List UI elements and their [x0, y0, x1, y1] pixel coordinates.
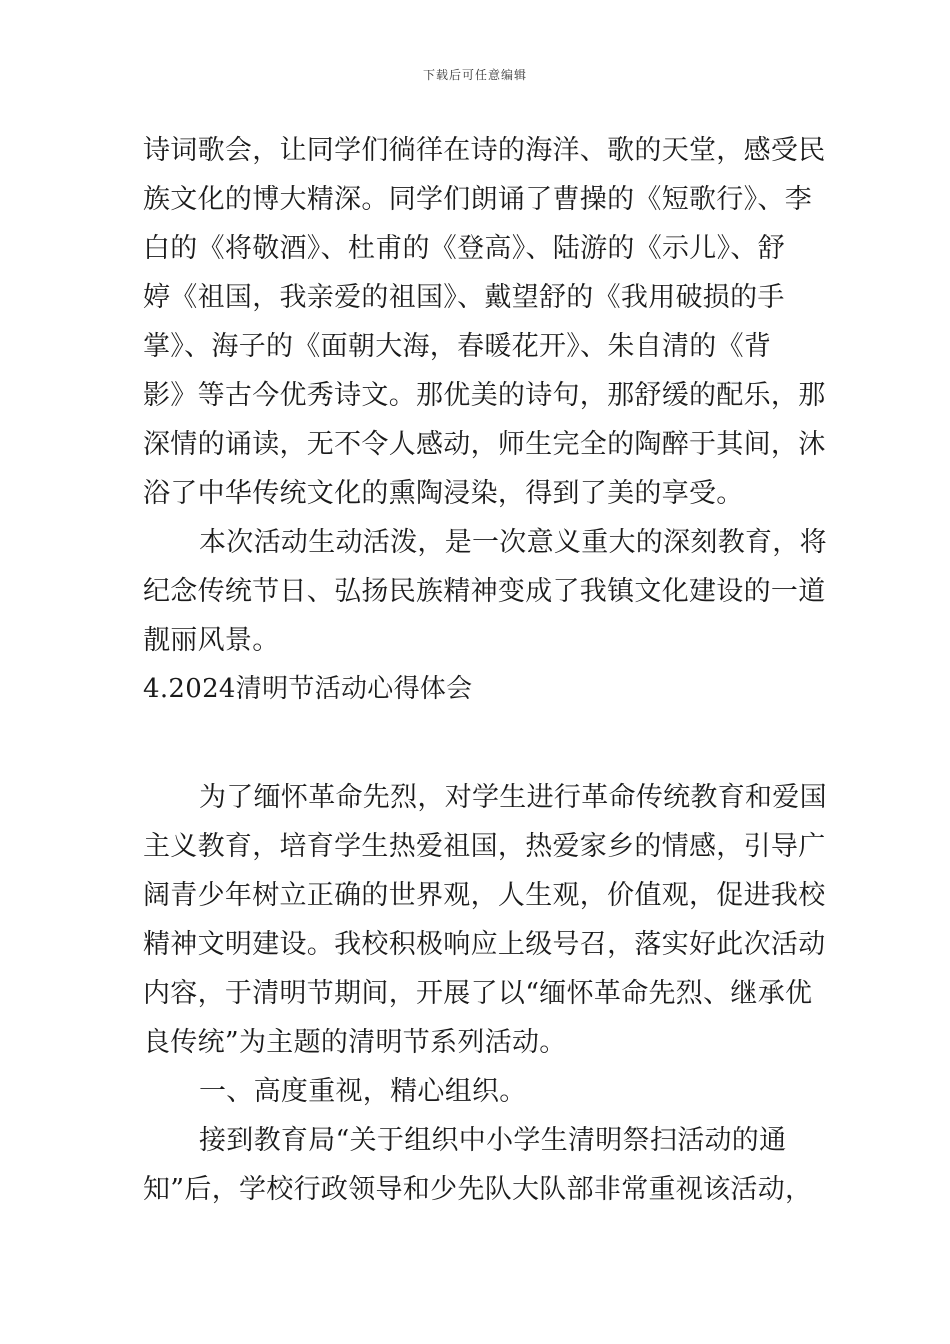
text-line: 知”后，学校行政领导和少先队大队部非常重视该活动， — [143, 1174, 813, 1205]
text-line: 深情的诵读，无不令人感动，师生完全的陶醉于其间，沐 — [143, 429, 826, 460]
text-line: 掌》、海子的《面朝大海，春暖花开》、朱自清的《背 — [143, 331, 772, 362]
text-line: 主义教育，培育学生热爱祖国，热爱家乡的情感，引导广 — [143, 831, 826, 862]
text-line: 靓丽风景。 — [143, 625, 280, 656]
paragraph-4 — [143, 1116, 813, 1214]
section-heading: 4.2024清明节活动心得体会 — [143, 674, 473, 704]
paragraph-3 — [143, 773, 827, 1067]
subheading: 一、高度重视，精心组织。 — [199, 1076, 527, 1107]
text-line: 影》等古今优秀诗文。那优美的诗句，那舒缓的配乐，那 — [143, 380, 826, 411]
text-line: 良传统”为主题的清明节系列活动。 — [143, 1027, 567, 1058]
text-line: 白的《将敬酒》、杜甫的《登高》、陆游的《示儿》、舒 — [143, 233, 785, 264]
text-line: 精神文明建设。我校积极响应上级号召，落实好此次活动 — [143, 929, 826, 960]
text-line: 内容，于清明节期间，开展了以“缅怀革命先烈、继承优 — [143, 978, 813, 1009]
text-line: 诗词歌会，让同学们徜徉在诗的海洋、歌的天堂，感受民 — [143, 135, 826, 166]
text-line: 婷《祖国，我亲爱的祖国》、戴望舒的《我用破损的手 — [143, 282, 785, 313]
text-line: 族文化的博大精深。同学们朗诵了曹操的《短歌行》、李 — [143, 184, 812, 215]
blank-gap — [143, 714, 808, 773]
header-note: 下载后可任意编辑 — [422, 68, 527, 82]
text-line: 接到教育局“关于组织中小学生清明祭扫活动的通 — [199, 1125, 787, 1156]
text-line: 阔青少年树立正确的世界观，人生观，价值观，促进我校 — [143, 880, 826, 911]
text-line: 浴了中华传统文化的熏陶浸染，得到了美的享受。 — [143, 478, 744, 509]
text-line: 本次活动生动活泼，是一次意义重大的深刻教育，将 — [199, 527, 827, 558]
paragraph-1 — [143, 126, 826, 518]
paragraph-2 — [143, 518, 827, 665]
document-body — [143, 126, 827, 1214]
text-line: 为了缅怀革命先烈，对学生进行革命传统教育和爱国 — [199, 782, 827, 813]
text-line: 纪念传统节日、弘扬民族精神变成了我镇文化建设的一道 — [143, 576, 826, 607]
